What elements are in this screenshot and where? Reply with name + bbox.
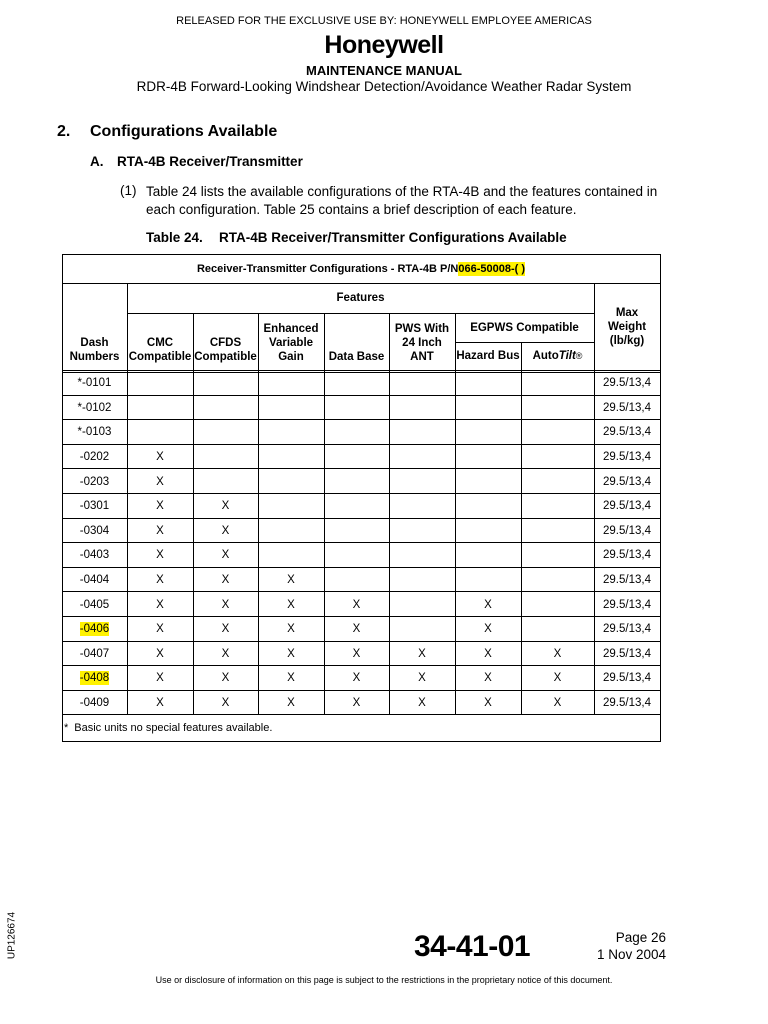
feature-cell: X [484, 623, 492, 636]
feature-cell: X [221, 524, 230, 537]
hazard-bus-header: Hazard Bus [456, 350, 520, 362]
feature-cell [455, 372, 521, 395]
dash-number-cell [62, 667, 127, 690]
dash-number-cell [62, 618, 127, 641]
dash-numbers-header [62, 313, 127, 364]
database-header-line-1: Data Base [328, 351, 385, 363]
row-separator [62, 493, 661, 494]
weight-cell: 29.5/13,4 [603, 524, 651, 537]
feature-cell [324, 446, 389, 469]
section-title: Configurations Available [90, 123, 278, 140]
feature-cell: X [352, 697, 361, 710]
feature-cell [389, 446, 455, 469]
cmc-header [127, 313, 193, 364]
feature-cell [455, 446, 521, 469]
dash-number-cell: -0409 [79, 697, 110, 710]
table-right-border [660, 254, 661, 742]
side-document-code: UP126674 [6, 911, 18, 960]
evg-header-line-2: Variable [268, 337, 314, 349]
pws-header [389, 313, 455, 364]
table-title-prefix: Receiver-Transmitter Configurations - RTA-4B P/N [196, 262, 459, 275]
feature-cell [324, 495, 389, 518]
feature-cell: X [221, 672, 230, 685]
weight-header-line-2: Weight [607, 320, 647, 333]
feature-cell [193, 397, 258, 420]
page-date: 1 Nov 2004 [596, 947, 666, 962]
table-bottom-border [62, 741, 661, 742]
chapter-code: 34-41-01 [414, 930, 531, 963]
feature-cell [258, 470, 324, 493]
dash-number-cell: *-0102 [77, 401, 112, 414]
feature-cell: X [221, 500, 230, 513]
feature-cell [258, 495, 324, 518]
features-header: Features [336, 292, 385, 304]
table-caption-number: Table 24. [146, 230, 203, 245]
pws-header-line-2: 24 Inch [402, 337, 442, 349]
autotilt-prefix: Auto [532, 350, 559, 362]
feature-cell [521, 618, 594, 641]
release-banner: RELEASED FOR THE EXCLUSIVE USE BY: HONEYWELL EMPLOYEE AMERICAS [176, 15, 592, 27]
feature-cell: X [287, 598, 295, 611]
paragraph-number: (1) [120, 183, 137, 198]
feature-cell [389, 520, 455, 543]
dash-number-cell: *-0103 [77, 426, 112, 439]
dash-number-highlight: -0408 [79, 672, 110, 685]
feature-cell [258, 372, 324, 395]
proprietary-notice: Use or disclosure of information on this page is subject to the restrictions in the proprietary notice of this document. [155, 975, 613, 985]
page-number: Page 26 [615, 930, 666, 945]
feature-cell [324, 372, 389, 395]
feature-cell: X [352, 672, 361, 685]
weight-cell: 29.5/13,4 [603, 549, 651, 562]
cmc-header-line-2: Compatible [128, 351, 192, 363]
table-caption-title: RTA-4B Receiver/Transmitter Configurations Available [219, 230, 567, 245]
dash-number-cell: -0405 [79, 598, 110, 611]
honeywell-logo: Honeywell [324, 31, 444, 59]
feature-cell: X [484, 647, 492, 660]
feature-cell: X [156, 598, 164, 611]
cmc-header-line-1: CMC [146, 337, 174, 349]
feature-cell [324, 569, 389, 592]
registered-mark: ® [575, 351, 583, 361]
feature-cell [389, 372, 455, 395]
weight-cell: 29.5/13,4 [603, 672, 651, 685]
feature-cell [521, 421, 594, 444]
feature-cell: X [156, 647, 164, 660]
feature-cell: X [156, 672, 164, 685]
feature-cell [258, 421, 324, 444]
feature-cell [127, 397, 193, 420]
feature-cell: X [484, 697, 492, 710]
paragraph-text [146, 183, 666, 219]
dash-number-highlight: -0406 [79, 623, 110, 636]
page-info [560, 929, 666, 963]
feature-cell [258, 397, 324, 420]
feature-cell [455, 495, 521, 518]
feature-cell: X [221, 574, 230, 587]
feature-cell [389, 544, 455, 567]
weight-cell: 29.5/13,4 [603, 401, 651, 414]
footnote-marker: * [64, 721, 69, 734]
row-separator [62, 616, 661, 617]
feature-cell [193, 470, 258, 493]
feature-cell [127, 421, 193, 444]
header-bottom-rule [62, 370, 661, 371]
feature-cell: X [352, 623, 361, 636]
dash-number-cell: -0403 [79, 549, 110, 562]
paragraph-line-1: Table 24 lists the available configurations of the RTA-4B and the features contained in [146, 184, 658, 199]
max-weight-header [594, 283, 660, 370]
feature-cell [521, 446, 594, 469]
feature-cell: X [156, 697, 164, 710]
feature-cell [324, 520, 389, 543]
database-header [324, 313, 389, 364]
evg-header-line-3: Gain [278, 351, 304, 363]
feature-cell [389, 593, 455, 616]
feature-cell: X [287, 647, 295, 660]
subsection-number: A. [90, 154, 104, 169]
feature-cell: X [221, 549, 230, 562]
feature-cell [258, 446, 324, 469]
paragraph-line-2: each configuration. Table 25 contains a brief description of each feature. [146, 202, 577, 217]
feature-cell [521, 544, 594, 567]
feature-cell [324, 544, 389, 567]
feature-cell [389, 495, 455, 518]
weight-cell: 29.5/13,4 [603, 426, 651, 439]
dash-header-line-2: Numbers [69, 351, 120, 363]
weight-cell: 29.5/13,4 [603, 623, 651, 636]
feature-cell [455, 421, 521, 444]
feature-cell: X [221, 697, 230, 710]
feature-cell: X [352, 647, 361, 660]
weight-cell: 29.5/13,4 [603, 574, 651, 587]
system-title: RDR-4B Forward-Looking Windshear Detection/Avoidance Weather Radar System [136, 79, 632, 94]
feature-cell [455, 470, 521, 493]
pws-header-line-3: ANT [410, 351, 434, 363]
autotilt-header [521, 342, 594, 370]
feature-cell [521, 470, 594, 493]
feature-cell: X [156, 574, 164, 587]
enhanced-variable-gain-header [258, 313, 324, 364]
egpws-header: EGPWS Compatible [470, 321, 579, 334]
weight-cell: 29.5/13,4 [603, 451, 651, 464]
feature-cell [389, 618, 455, 641]
feature-cell: X [484, 598, 492, 611]
dash-number-cell: -0203 [79, 475, 110, 488]
feature-cell: X [287, 697, 295, 710]
dash-number-cell: -0301 [79, 500, 110, 513]
manual-title: MAINTENANCE MANUAL [306, 63, 462, 78]
feature-cell [521, 593, 594, 616]
feature-cell: X [418, 647, 426, 660]
feature-cell: X [156, 524, 164, 537]
feature-cell: X [553, 672, 562, 685]
footnote-text: Basic units no special features available. [74, 721, 273, 734]
feature-cell [521, 397, 594, 420]
feature-cell [193, 446, 258, 469]
feature-cell: X [484, 672, 492, 685]
table-title [62, 254, 660, 283]
dash-number-cell: -0304 [79, 524, 110, 537]
feature-cell [258, 520, 324, 543]
feature-cell: X [156, 500, 164, 513]
feature-cell [258, 544, 324, 567]
feature-cell: X [287, 623, 295, 636]
feature-cell [521, 520, 594, 543]
feature-cell [521, 495, 594, 518]
part-number-highlight: 066-50008-( ) [458, 262, 526, 275]
feature-cell: X [221, 598, 230, 611]
feature-cell: X [156, 549, 164, 562]
feature-cell [521, 372, 594, 395]
feature-cell [455, 569, 521, 592]
feature-cell: X [156, 475, 164, 488]
table-footnote [64, 714, 660, 741]
weight-header-line-3: (lb/kg) [609, 334, 645, 347]
feature-cell: X [553, 647, 562, 660]
feature-cell [455, 544, 521, 567]
feature-cell: X [156, 623, 164, 636]
feature-cell: X [221, 647, 230, 660]
feature-cell [324, 421, 389, 444]
cfds-header [193, 313, 258, 364]
dash-number-cell: -0407 [79, 647, 110, 660]
dash-number-cell: -0404 [79, 574, 110, 587]
section-number: 2. [57, 123, 71, 140]
feature-cell: X [221, 623, 230, 636]
feature-cell: X [287, 574, 295, 587]
feature-cell [389, 397, 455, 420]
weight-header-line-1: Max [615, 306, 639, 319]
feature-cell [455, 397, 521, 420]
feature-cell [324, 397, 389, 420]
feature-cell: X [287, 672, 295, 685]
feature-cell [455, 520, 521, 543]
weight-cell: 29.5/13,4 [603, 500, 651, 513]
feature-cell [324, 470, 389, 493]
dash-number-cell: -0202 [79, 451, 110, 464]
table-caption [146, 230, 567, 245]
dash-header-line-1: Dash [80, 337, 109, 349]
feature-cell: X [352, 598, 361, 611]
evg-header-line-1: Enhanced [263, 323, 319, 335]
feature-cell: X [553, 697, 562, 710]
subsection-title: RTA-4B Receiver/Transmitter [117, 154, 303, 169]
weight-cell: 29.5/13,4 [603, 475, 651, 488]
dash-number-cell: *-0101 [77, 377, 112, 390]
weight-cell: 29.5/13,4 [603, 647, 651, 660]
feature-cell: X [418, 697, 426, 710]
feature-cell [127, 372, 193, 395]
feature-cell [389, 421, 455, 444]
feature-cell [521, 569, 594, 592]
feature-cell: X [156, 451, 164, 464]
feature-cell: X [418, 672, 426, 685]
weight-cell: 29.5/13,4 [603, 598, 651, 611]
feature-cell [193, 421, 258, 444]
pws-header-line-1: PWS With [394, 323, 450, 335]
autotilt-italic: Tilt [558, 350, 576, 362]
weight-cell: 29.5/13,4 [603, 377, 651, 390]
cfds-header-line-2: Compatible [194, 351, 257, 363]
weight-cell: 29.5/13,4 [603, 697, 651, 710]
feature-cell [389, 470, 455, 493]
feature-cell [193, 372, 258, 395]
cfds-header-line-1: CFDS [209, 337, 242, 349]
feature-cell [389, 569, 455, 592]
